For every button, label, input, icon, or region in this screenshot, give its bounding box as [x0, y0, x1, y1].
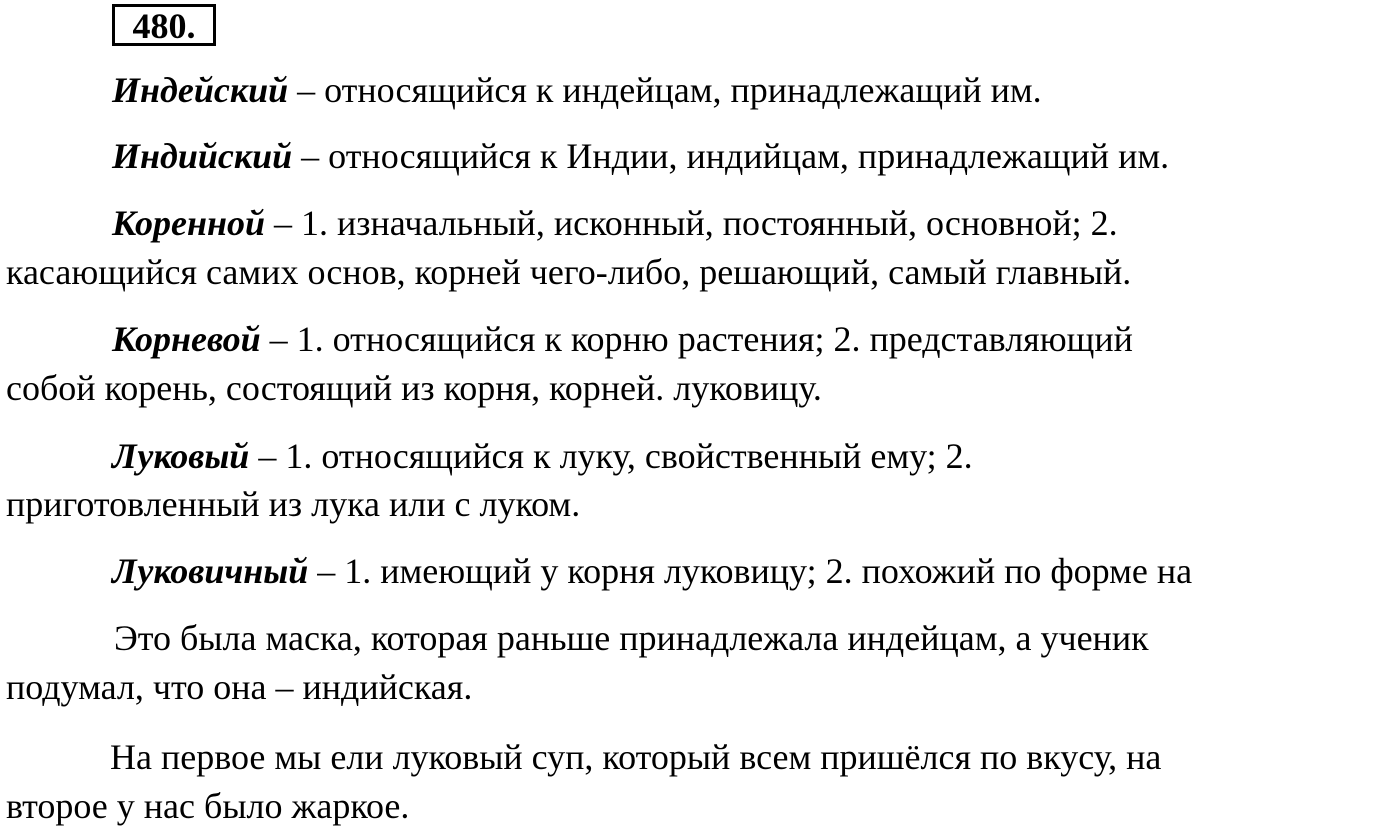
dictionary-entry [112, 136, 1169, 176]
dictionary-entry [112, 551, 1192, 591]
entry-definition-continuation: касающийся самих основ, корней чего-либо, решающий, самый главный. [6, 252, 1132, 292]
entry-definition: – относящийся к индейцам, принадлежащий им. [288, 70, 1042, 110]
entry-definition: – относящийся к Индии, индийцам, принадлежащий им. [292, 136, 1170, 176]
exercise-number: 480. [112, 4, 216, 46]
entry-definition: – 1. относящийся к корню растения; 2. представляющий [260, 319, 1133, 359]
dictionary-entry [112, 203, 1118, 243]
entry-definition: – 1. изначальный, исконный, постоянный, основной; 2. [265, 203, 1118, 243]
entry-term: Луковый [112, 436, 250, 476]
entry-term: Луковичный [112, 551, 309, 591]
example-sentence-continuation: подумал, что она – индийская. [6, 667, 473, 707]
dictionary-entry [112, 436, 973, 476]
entry-term: Индийский [112, 136, 293, 176]
entry-term: Коренной [112, 203, 266, 243]
example-sentence: Это была маска, которая раньше принадлежала индейцам, а ученик [114, 618, 1149, 658]
entry-definition-continuation: собой корень, состоящий из корня, корней. луковицу. [6, 368, 822, 408]
entry-term: Индейский [112, 70, 289, 110]
entry-definition-continuation: приготовленный из лука или с луком. [6, 484, 581, 524]
entry-definition: – 1. относящийся к луку, свойственный ему; 2. [249, 436, 973, 476]
entry-definition: – 1. имеющий у корня луковицу; 2. похожий по форме на [308, 551, 1193, 591]
dictionary-entry [112, 319, 1133, 359]
entry-term: Корневой [112, 319, 261, 359]
example-sentence: На первое мы ели луковый суп, который всем пришёлся по вкусу, на [110, 737, 1162, 777]
dictionary-entry [112, 70, 1042, 110]
example-sentence-continuation: второе у нас было жаркое. [6, 786, 410, 826]
